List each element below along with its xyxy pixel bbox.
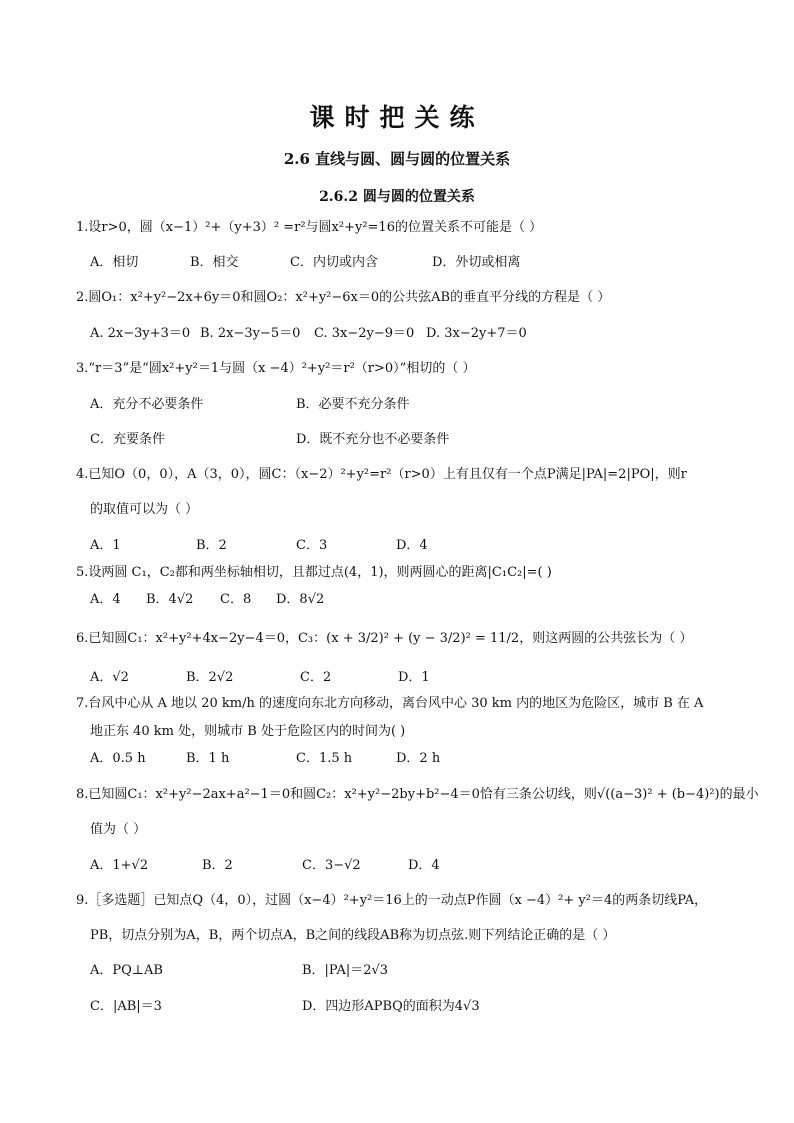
question-1-stem: 1.设r>0，圆（x−1）²+（y+3）² =r²与圆x²+y²=16的位置关系不可能是（ ） bbox=[76, 220, 543, 235]
subsection-heading: 2.6.2 圆与圆的位置关系 bbox=[319, 189, 475, 205]
option-b: B．2√2 bbox=[186, 670, 234, 685]
question-7-stem-line1: 7.台风中心从 A 地以 20 km/h 的速度向东北方向移动，离台风中心 30 km 内的地区为危险区，城市 B 在 A bbox=[76, 696, 704, 711]
option-b: B．2 bbox=[196, 538, 227, 553]
option-d: D．2 h bbox=[396, 751, 441, 766]
option-b: B．相交 bbox=[190, 255, 239, 270]
option-d: D．4 bbox=[396, 538, 428, 553]
question-8-stem-part1: 8.已知圆C₁：x²+y²−2ax+a²−1＝0和圆C₂：x²+y²−2by+b²−4＝0恰有三条公切线，则 bbox=[76, 787, 597, 802]
question-2-stem: 2.圆O₁：x²+y²−2x+6y＝0和圆O₂：x²+y²−6x＝0的公共弦AB的垂直平分线的方程是（ ） bbox=[76, 290, 611, 305]
option-c: C．3 bbox=[296, 538, 328, 553]
option-b: B．|PA|＝2√3 bbox=[302, 963, 389, 978]
option-a: A．相切 bbox=[90, 255, 139, 270]
option-c: C．充要条件 bbox=[90, 432, 165, 447]
option-a: A．0.5 h bbox=[90, 751, 146, 766]
question-8-formula: √((a−3)² + (b−4)²) bbox=[596, 787, 720, 802]
option-a: A．√2 bbox=[90, 670, 129, 685]
option-d: D．8√2 bbox=[276, 592, 325, 607]
page-title: 课时把关练 bbox=[309, 103, 485, 132]
option-d: D．1 bbox=[398, 670, 430, 685]
option-b: B. 2x−3y−5＝0 bbox=[200, 326, 301, 341]
question-4-stem-line1: 4.已知O（0，0），A（3，0），圆C：（x−2）²+y²=r²（r>0）上有且仅有一个点P满足|PA|=2|PO|，则r bbox=[76, 467, 687, 482]
question-8-stem-line1 bbox=[76, 787, 759, 803]
option-c: C．1.5 h bbox=[296, 751, 353, 766]
option-b: B．1 h bbox=[186, 751, 230, 766]
question-9-stem-line2: PB，切点分别为A，B，两个切点A，B之间的线段AB称为切点弦.则下列结论正确的是（ ） bbox=[90, 928, 616, 943]
question-6-formula: (x + 3/2)² + (y − 3/2)² = 11/2 bbox=[326, 631, 520, 646]
option-b: B．必要不充分条件 bbox=[296, 397, 410, 412]
question-7-stem-line2: 地正东 40 km 处，则城市 B 处于危险区内的时间为( ) bbox=[90, 724, 406, 739]
option-c: C．内切或内含 bbox=[290, 255, 378, 270]
question-8-stem-line2: 值为（ ） bbox=[90, 822, 147, 837]
section-heading: 2.6 直线与圆、圆与圆的位置关系 bbox=[283, 150, 511, 168]
option-a: A．1 bbox=[90, 538, 121, 553]
option-d: D．4 bbox=[408, 858, 440, 873]
question-6-stem bbox=[76, 631, 692, 647]
option-d: D. 3x−2y+7＝0 bbox=[426, 326, 527, 341]
option-d: D．外切或相离 bbox=[432, 255, 521, 270]
option-a: A. 2x−3y+3＝0 bbox=[90, 326, 191, 341]
option-b: B．4√2 bbox=[146, 592, 194, 607]
option-a: A．1+√2 bbox=[90, 858, 149, 873]
question-3-stem: 3.“r＝3”是“圆x²+y²＝1与圆（x −4）²+y²＝r²（r>0）”相切的（ ） bbox=[76, 361, 476, 376]
question-6-stem-part1: 6.已知圆C₁：x²+y²+4x−2y−4＝0，C₃： bbox=[76, 631, 327, 646]
question-6-stem-part2: ，则这两圆的公共弦长为（ ） bbox=[519, 631, 693, 646]
option-a: A．4 bbox=[90, 592, 121, 607]
option-b: B．2 bbox=[202, 858, 233, 873]
question-9-stem-line1: 9.［多选题］已知点Q（4，0），过圆（x−4）²+y²＝16上的一动点P作圆（x −4）²+ y²＝4的两条切线PA， bbox=[76, 893, 708, 908]
option-c: C．3−√2 bbox=[302, 858, 361, 873]
question-4-stem-line2: 的取值可以为（ ） bbox=[90, 502, 199, 517]
option-a: A．充分不必要条件 bbox=[90, 397, 204, 412]
question-8-stem-part2: 的最小 bbox=[719, 787, 759, 802]
question-5-stem: 5.设两圆 C₁，C₂都和两坐标轴相切，且都过点(4，1)，则两圆心的距离|C₁C₂|=( ) bbox=[76, 565, 552, 580]
option-c: C. 3x−2y−9＝0 bbox=[314, 326, 415, 341]
option-c: C．8 bbox=[220, 592, 252, 607]
option-d: D．四边形APBQ的面积为4√3 bbox=[302, 999, 480, 1014]
option-c: C．|AB|＝3 bbox=[90, 999, 162, 1014]
option-c: C．2 bbox=[300, 670, 332, 685]
option-a: A．PQ⊥AB bbox=[90, 963, 163, 978]
option-d: D．既不充分也不必要条件 bbox=[296, 432, 450, 447]
